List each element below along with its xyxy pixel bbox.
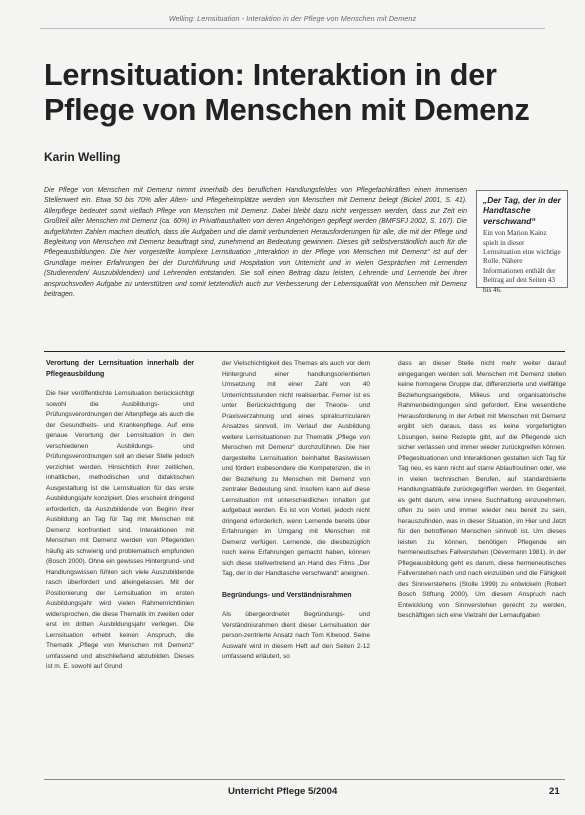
info-sidebar-box: [476, 190, 568, 294]
page-number: 21: [549, 786, 560, 797]
section-divider: [44, 351, 565, 352]
running-header: Welling: Lernsituation - Interaktion in der Pflege von Menschen mit Demenz: [168, 14, 417, 23]
body-paragraph: der Vielschichtigkeit des Themas als auch vor dem Hintergrund einer handlungsorientierten Umsetzung mit einer Zahl von 40 Unterrichtsstunden nicht realisierbar. Ferner ist es unter Berücksichtigung der Theorie- und Praxisverzahnung und eines spiralcurricularen Ansatzes sinnvoll, im Verlauf der Ausbildung weitere Lernsituationen zur Thematik „Pflege von Menschen mit Demenz“ durchzuführen. Die hier dargestellte Lernsituation beinhaltet Basiswissen und fördert insbesondere die Kompetenzen, die in der Beziehung zu Menschen mit Demenz von zentraler Bedeutung sind. Insofern kann auf diese Lernsituation mit unterschiedlichen Inhalten gut aufgebaut werden. Es ist von Vorteil, jedoch nicht dringend erforderlich, wenn Lernende bereits über Erfahrungen im Umgang mit Menschen mit Demenz verfügen. Lernende, die diesbezüglich noch keine Erfahrungen gemacht haben, können sich diese stellvertretend an Hand des Films „Der Tag, der in der Handtasche verschwand“ aneignen.: [222, 360, 370, 577]
body-paragraph: Als übergeordneter Begründungs- und Verständnisrahmen dient dieser Lernsituation der person-zentrierte Ansatz nach Tom Kitwood. Seine Auswahl wird in diesem Heft auf den Seiten 2-12 umfassend erläutert, so: [222, 611, 370, 660]
body-paragraph: dass an dieser Stelle nicht mehr weiter darauf eingegangen werden soll. Menschen mit Demenz stellen keine homogene Gruppe dar, differenzierte und vielfältige Beziehungsangebote, Milieus und organisatorische Rahmenbedingungen sind gefordert. Eine wesentliche Herausforderung in der Arbeit mit Menschen mit Demenz ergibt sich daraus, dass es keine vorgefertigten Lösungen, keine Rezepte gibt, auf die Pflegende sich sicher verlassen und immer wieder zurückgreifen können. Pflegesituationen und Interaktionen gestalten sich Tag für Tag neu, es kann nicht auf starre Ablaufroutinen oder, wie in vielen technischen Berufen, auf standardisierte Handlungsabläufe zurückgegriffen werden. Im Gegenteil, es geht darum, eine innere Suchhaltung einzunehmen, offen zu sein und immer wieder neu bereit zu sein, herauszufinden, was in dieser Situation, im Hier und Jetzt für den betroffenen Menschen sinnvoll ist. Um dieses leisten zu können, benötigen Pflegende ein hermeneutisches Fallverstehen (Oevermann 1981). In der Pflegeausbildung geht es darum, diese hermeneutisches Fallverstehen nach und nach einzuüben und die Fähigkeit des Sinnverstehens (Stolle 1999) zu entwickeln (Robert Bosch Stiftung 2000). Um diesem Anspruch nach Entwicklung von Sinnverstehen gerecht zu werden, beschäftigen sich eine Vielzahl der Lernaufgaben: [398, 360, 566, 619]
author-name: Karin Welling: [44, 150, 121, 164]
section-heading-begruendungsrahmen: Begründungs- und Verständnisrahmen: [222, 591, 352, 599]
text-column-3: [398, 359, 566, 622]
footer-divider: [44, 779, 565, 780]
article-title: Lernsituation: Interaktion in der Pflege von Menschen mit Demenz: [44, 58, 530, 127]
header-divider: [40, 28, 545, 29]
sidebar-title: „Der Tag, der in der Handtasche verschwand“: [483, 195, 561, 226]
text-column-1: [46, 359, 194, 673]
article-abstract: Die Pflege von Menschen mit Demenz nimmt innerhalb des beruflichen Handlungsfeldes von Pflegefachkräften einen immensen Stellenwert ein. Etwa 50 bis 70% aller Alten- und Pflegeheimplätze werden von Menschen mit Demenz belegt (Bickel 2001, S. 41). Allerpflege bedeutet somit vielfach Pflege von Menschen mit Demenz. Dabei bleibt dazu nicht vergessen werden, dass zur Zeit ein Großteil aller Menschen mit Demenz (ca. 60%) in Privathaushalten von deren Angehörigen gepflegt werden (BMFSFJ 2002, S. 167). Die aufgeführten Zahlen machen deutlich, dass die Aufgaben und die damit verbundenen Herausforderungen für alle, die mit der Pflege und Begleitung von Menschen mit Demenz beauftragt sind, zunehmend an Bedeutung gewinnen. Dieses gilt selbstverständlich auch für die Pflegeausbildungen. Die hier vorgestellte komplexe Lernsituation „Interaktion in der Pflege von Menschen mit Demenz“ ist auf der Grundlage meiner Erfahrungen bei der Durchführung und Hospitation von Unterricht und in vielen Gesprächen mit Lernenden (Studierenden/ Auszubildenden) und Lehrenden entstanden. Sie soll einen Beitrag dazu leisten, Lehrende und Lernende bei ihrer anspruchsvollen Aufgabe zu unterstützen und somit letztendlich auch zur Verbesserung der Lebensqualität von Menschen mit Demenz beitragen.: [44, 187, 467, 299]
body-paragraph: Die hier veröffentlichte Lernsituation berücksichtigt sowohl die Ausbildungs- und Prüfungsverordnungen der Altenpflege als auch die der Gesundheits- und Krankenpflege. Auf eine genaue Verortung der Lernsituation in den verschiedenen Ausbildungs- und Prüfungsverordnungen soll an dieser Stelle jedoch verzichtet werden. Hinsichtlich ihrer zeitlichen, inhaltlichen, methodischen und didaktischen Ausgestaltung ist die Lernsituation für das erste Ausbildungsjahr konzipiert. Dies erscheint dringend erforderlich, da Auszubildende von Beginn ihrer Ausbildung an Tag für Tag mit Menschen mit Demenz konfrontiert sind. Interaktionen mit Menschen mit Demenz werden von Pflegenden häufig als schwierig und problematisch empfunden (Bosch 2000). Ohne ein gewisses Hintergrund- und Handlungswissen fühlen sich viele Auszubildende rasch überfordert und alleingelassen. Mit der Positionierung der Lernsituation im ersten Ausbildungsjahr wird vielen Rahmenrichtlinien widersprochen, die diese Thematik im zweiten oder erst im dritten Ausbildungsjahr verlegen. Die Lernsituation erhebt keinen Anspruch, die Thematik „Pflege von Menschen mit Demenz“ umfassend und abschließend abzubilden. Dieses ist m. E. sowohl auf Grund: [46, 390, 194, 670]
text-column-2: [222, 359, 370, 663]
sidebar-text: Ein von Marion Kainz spielt in dieser Lernsituation eine wichtige Rolle. Nähere Informationen enthält der Beitrag auf den Seiten 43 bis 46.: [483, 229, 561, 294]
section-heading-verortung: Verortung der Lernsituation innerhalb der Pflegeausbildung: [46, 360, 194, 378]
journal-issue: Unterricht Pflege 5/2004: [228, 786, 338, 797]
